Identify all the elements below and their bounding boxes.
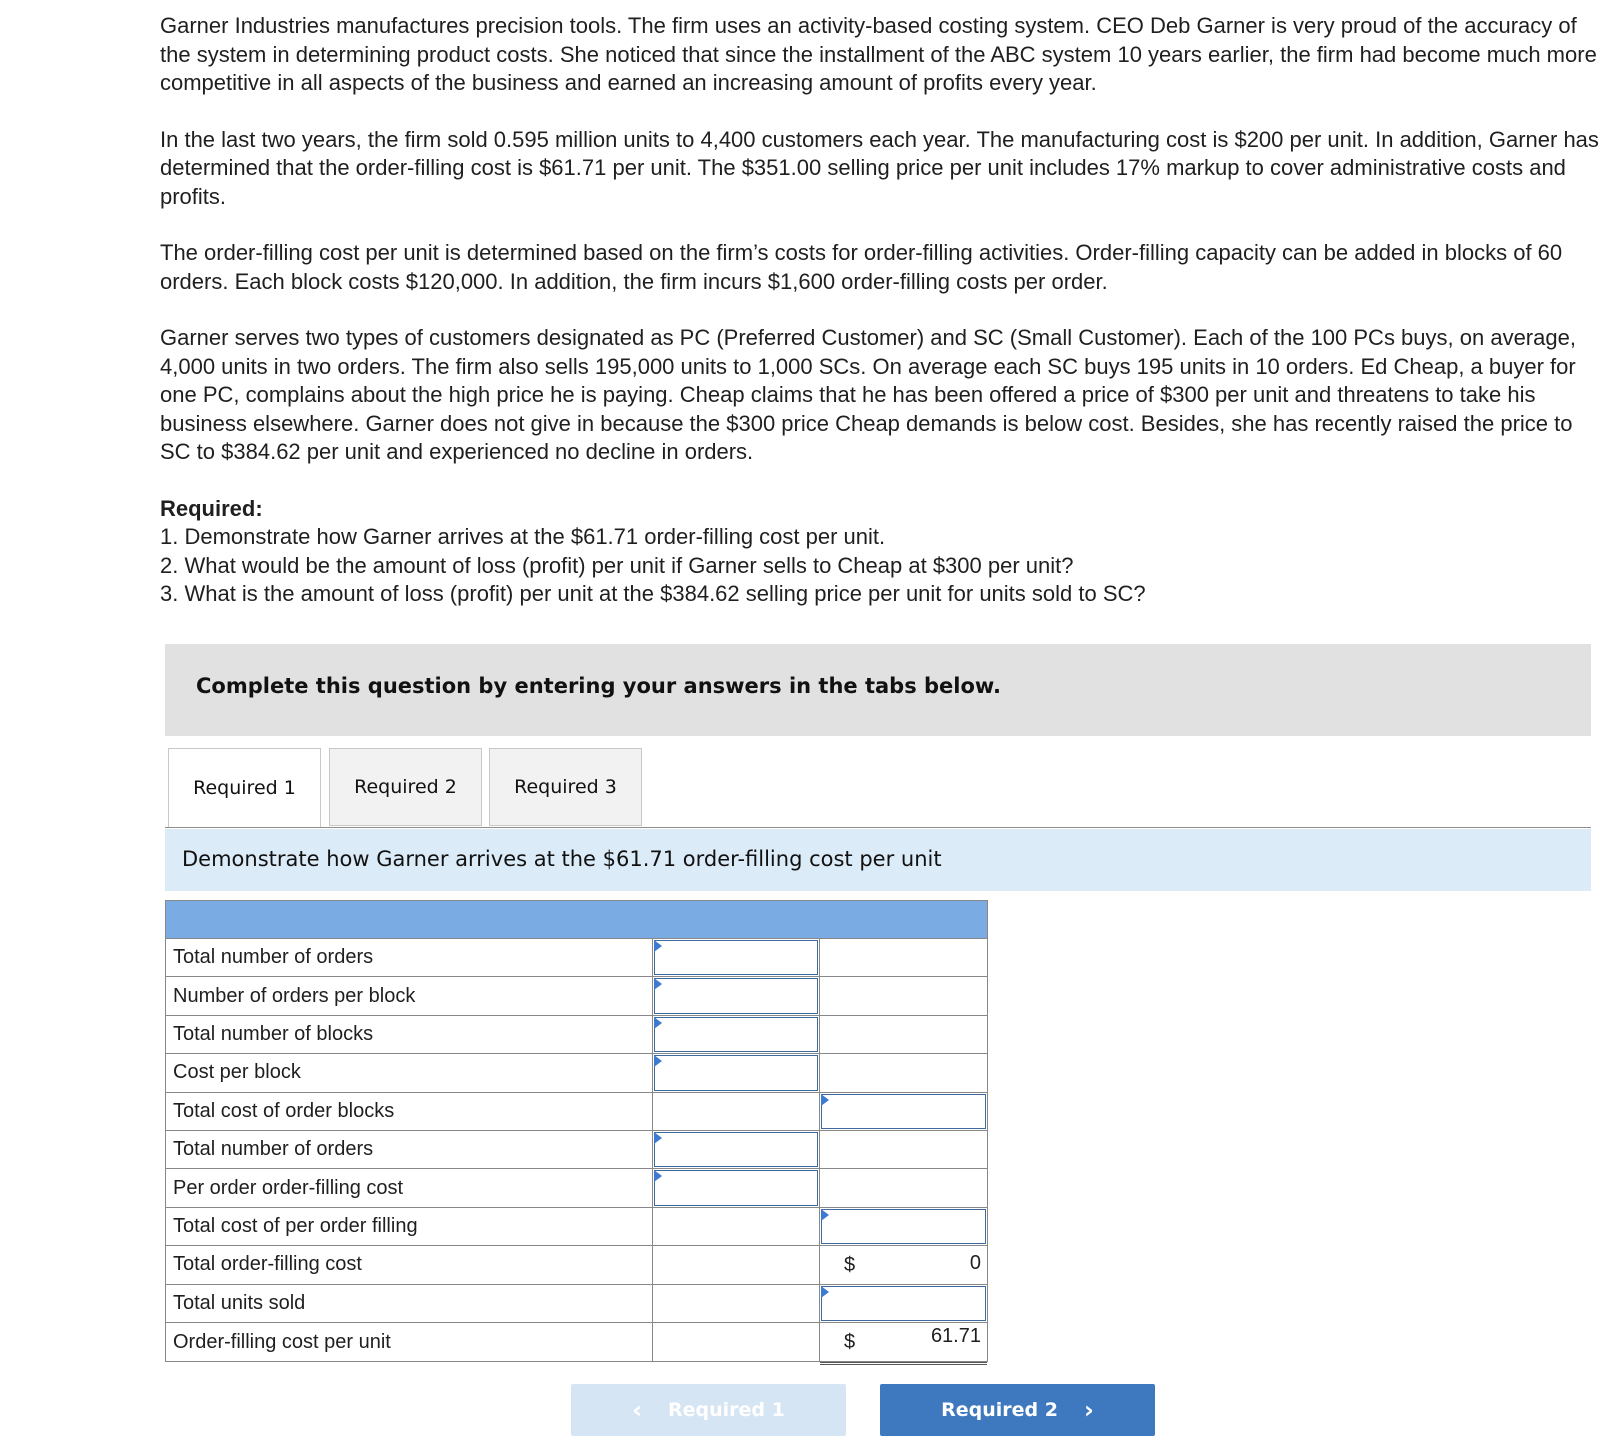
cell-b bbox=[820, 1208, 987, 1245]
cell-b bbox=[820, 1285, 987, 1322]
row-label: Total cost of per order filling bbox=[166, 1208, 653, 1245]
table-row bbox=[166, 1054, 987, 1092]
cost-per-unit-value: 61.71 bbox=[930, 1324, 981, 1347]
currency-symbol: $ bbox=[844, 1254, 856, 1277]
cell-b bbox=[820, 977, 987, 1014]
cell-a bbox=[653, 1285, 820, 1322]
total-orders-input-2[interactable] bbox=[654, 1132, 818, 1167]
cell-a bbox=[653, 939, 820, 976]
row-label: Order-filling cost per unit bbox=[166, 1323, 653, 1361]
required-item: 2. What would be the amount of loss (profit) per unit if Garner sells to Cheap at $300 per unit? bbox=[160, 552, 1074, 578]
question-title: Demonstrate how Garner arrives at the $61.71 order-filling cost per unit bbox=[182, 847, 942, 871]
answer-table bbox=[165, 900, 988, 1362]
table-row bbox=[166, 1093, 987, 1131]
cell-a bbox=[653, 1169, 820, 1206]
row-label: Per order order-filling cost bbox=[166, 1169, 653, 1206]
row-label: Total order-filling cost bbox=[166, 1246, 653, 1283]
row-label: Total number of orders bbox=[166, 1131, 653, 1168]
problem-paragraph: Garner Industries manufactures precision tools. The firm uses an activity-based costing system. CEO Deb Garner is very proud of the accuracy of the system in determining product costs. She noticed that since the installment of the ABC system 10 years earlier, the firm had become much more competitive in all aspects of the business and earned an increasing amount of profits every year. bbox=[160, 13, 1597, 95]
tab-required-2[interactable]: Required 2 bbox=[329, 748, 482, 826]
cell-a bbox=[653, 1323, 820, 1361]
total-blocks-input[interactable] bbox=[654, 1017, 818, 1052]
cell-a bbox=[653, 1246, 820, 1283]
problem-statement bbox=[160, 12, 1605, 609]
instructions-banner bbox=[165, 644, 1591, 736]
required-item: 3. What is the amount of loss (profit) per unit at the $384.62 selling price per unit for units sold to SC? bbox=[160, 581, 1146, 606]
table-row bbox=[166, 1016, 987, 1054]
prev-required-button[interactable] bbox=[571, 1384, 846, 1436]
row-label: Number of orders per block bbox=[166, 977, 653, 1014]
next-button-label: Required 2 bbox=[941, 1399, 1058, 1421]
cell-b bbox=[820, 1093, 987, 1130]
chevron-right-icon: › bbox=[1083, 1396, 1094, 1424]
cell-a bbox=[653, 1131, 820, 1168]
row-label: Total number of orders bbox=[166, 939, 653, 976]
row-label: Total number of blocks bbox=[166, 1016, 653, 1053]
total-orders-input[interactable] bbox=[654, 940, 818, 975]
next-required-button[interactable] bbox=[880, 1384, 1155, 1436]
cost-per-block-input[interactable] bbox=[654, 1055, 818, 1090]
cell-b bbox=[820, 1169, 987, 1206]
table-header bbox=[166, 901, 987, 939]
table-row bbox=[166, 1208, 987, 1246]
row-label: Total units sold bbox=[166, 1285, 653, 1322]
cell-a bbox=[653, 977, 820, 1014]
table-row bbox=[166, 1285, 987, 1323]
tab-required-3[interactable]: Required 3 bbox=[489, 748, 642, 826]
prev-button-label: Required 1 bbox=[668, 1399, 785, 1421]
required-list bbox=[160, 495, 1605, 609]
table-row bbox=[166, 1169, 987, 1207]
instructions-text: Complete this question by entering your answers in the tabs below. bbox=[196, 674, 1001, 698]
table-row bbox=[166, 977, 987, 1015]
cell-a bbox=[653, 1093, 820, 1130]
cell-b bbox=[820, 1054, 987, 1091]
cell-b bbox=[820, 1246, 987, 1283]
required-item: 1. Demonstrate how Garner arrives at the $61.71 order-filling cost per unit. bbox=[160, 524, 886, 549]
per-order-cost-input[interactable] bbox=[654, 1170, 818, 1205]
cell-b bbox=[820, 1016, 987, 1053]
orders-per-block-input[interactable] bbox=[654, 978, 818, 1013]
total-per-order-cost-input[interactable] bbox=[821, 1209, 986, 1244]
total-order-filling-cost-value: 0 bbox=[969, 1252, 981, 1275]
table-row bbox=[166, 1246, 987, 1284]
question-banner bbox=[165, 829, 1591, 891]
cell-a bbox=[653, 1208, 820, 1245]
required-title: Required: bbox=[160, 495, 263, 521]
chevron-left-icon: ‹ bbox=[632, 1396, 643, 1424]
cell-a bbox=[653, 1016, 820, 1053]
problem-paragraph: In the last two years, the firm sold 0.595 million units to 4,400 customers each year. The manufacturing cost is $200 per unit. In addition, Garner has determined that the order-filling cost is $61.71 per unit. The $351.00 selling price per unit includes 17% markup to cover administrative costs and profits. bbox=[160, 126, 1599, 209]
problem-paragraph: The order-filling cost per unit is determined based on the firm’s costs for order-filling activities. Order-filling capacity can be added in blocks of 60 orders. Each block costs $120,000. In addition, the firm incurs $1,600 order-filling costs per order. bbox=[160, 240, 1563, 294]
table-row bbox=[166, 939, 987, 977]
total-block-cost-input[interactable] bbox=[821, 1094, 986, 1129]
table-row bbox=[166, 1323, 987, 1361]
table-row bbox=[166, 1131, 987, 1169]
currency-symbol: $ bbox=[844, 1330, 856, 1353]
cell-b bbox=[820, 1131, 987, 1168]
problem-paragraph: Garner serves two types of customers designated as PC (Preferred Customer) and SC (Small Customer). Each of the 100 PCs buys, on average, 4,000 units in two orders. The firm also sells 195,000 units to 1,000 SCs. On average each SC buys 195 units in 10 orders. Ed Cheap, a buyer for one PC, complains about the high price he is paying. Cheap claims that he has been offered a price of $300 per unit and threatens to take his business elsewhere. Garner does not give in because the $300 price Cheap demands is below cost. Besides, she has recently raised the price to SC to $384.62 per unit and experienced no decline in orders. bbox=[160, 325, 1576, 464]
row-label: Total cost of order blocks bbox=[166, 1093, 653, 1130]
row-label: Cost per block bbox=[166, 1054, 653, 1091]
tab-required-1[interactable]: Required 1 bbox=[168, 748, 321, 828]
tab-divider bbox=[165, 827, 1591, 828]
total-units-sold-input[interactable] bbox=[821, 1286, 986, 1321]
cell-b bbox=[820, 939, 987, 976]
cell-b bbox=[820, 1323, 987, 1361]
cell-a bbox=[653, 1054, 820, 1091]
